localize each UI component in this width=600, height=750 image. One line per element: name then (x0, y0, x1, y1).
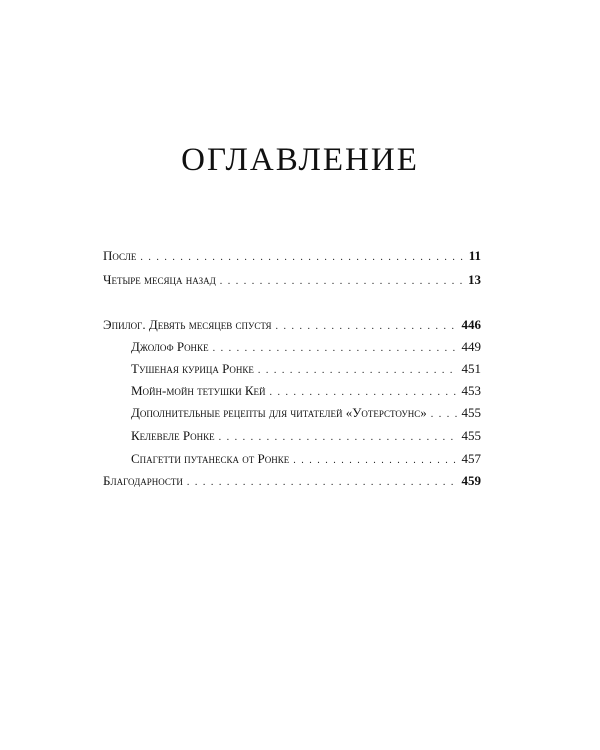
toc-subentry-moin-moin[interactable] (131, 383, 481, 399)
toc-leader-dots (220, 274, 464, 290)
toc-subentry-page: 449 (461, 339, 481, 354)
toc-leader-dots (187, 475, 458, 491)
toc-leader-dots (431, 407, 458, 423)
toc-subentry-page: 455 (461, 428, 481, 443)
toc-subentry-label: Тушеная курица Ронке (131, 361, 254, 376)
toc-subentry-page: 451 (461, 361, 481, 376)
toc-subentry-jollof[interactable] (131, 339, 481, 355)
toc-entry-page: 459 (461, 473, 481, 488)
toc-subentry-additional-recipes[interactable] (131, 405, 481, 421)
toc-subentry-label: Келевеле Ронке (131, 428, 215, 443)
toc-leader-dots (213, 341, 458, 357)
toc-subentry-page: 453 (461, 383, 481, 398)
toc-entry-page: 13 (468, 272, 481, 287)
toc-leader-dots (258, 363, 458, 379)
toc-subentry-page: 455 (461, 405, 481, 420)
toc-entry-posle[interactable] (103, 248, 481, 264)
toc-leader-dots (293, 453, 457, 469)
toc-entry-label: После (103, 248, 137, 263)
toc-entry-four-months-ago[interactable] (103, 272, 481, 288)
toc-entry-epilogue[interactable] (103, 317, 481, 333)
toc-subentry-label: Мойн-мойн тетушки Кей (131, 383, 266, 398)
toc-entry-page: 446 (461, 317, 481, 332)
toc-leader-dots (219, 430, 458, 446)
toc-subentry-kelewele[interactable] (131, 428, 481, 444)
toc-entry-label: Эпилог. Девять месяцев спустя (103, 317, 272, 332)
toc-subentry-label: Спагетти путанеска от Ронке (131, 451, 290, 466)
toc-leader-dots (270, 385, 458, 401)
toc-subentry-label: Джолоф Ронке (131, 339, 209, 354)
toc-leader-dots (276, 319, 458, 335)
page-title: ОГЛАВЛЕНИЕ (181, 142, 419, 178)
toc-leader-dots (140, 250, 464, 266)
toc-entry-page: 11 (468, 248, 481, 263)
toc-subentry-stewed-chicken[interactable] (131, 361, 481, 377)
toc-entry-label: Благодарности (103, 473, 183, 488)
toc-subentry-label: Дополнительные рецепты для читателей «Уотерстоунс» (131, 405, 427, 420)
toc-subentry-spaghetti[interactable] (131, 451, 481, 467)
toc-entry-acknowledgements[interactable] (103, 473, 481, 489)
toc-subentry-page: 457 (461, 451, 481, 466)
toc-entry-label: Четыре месяца назад (103, 272, 216, 287)
